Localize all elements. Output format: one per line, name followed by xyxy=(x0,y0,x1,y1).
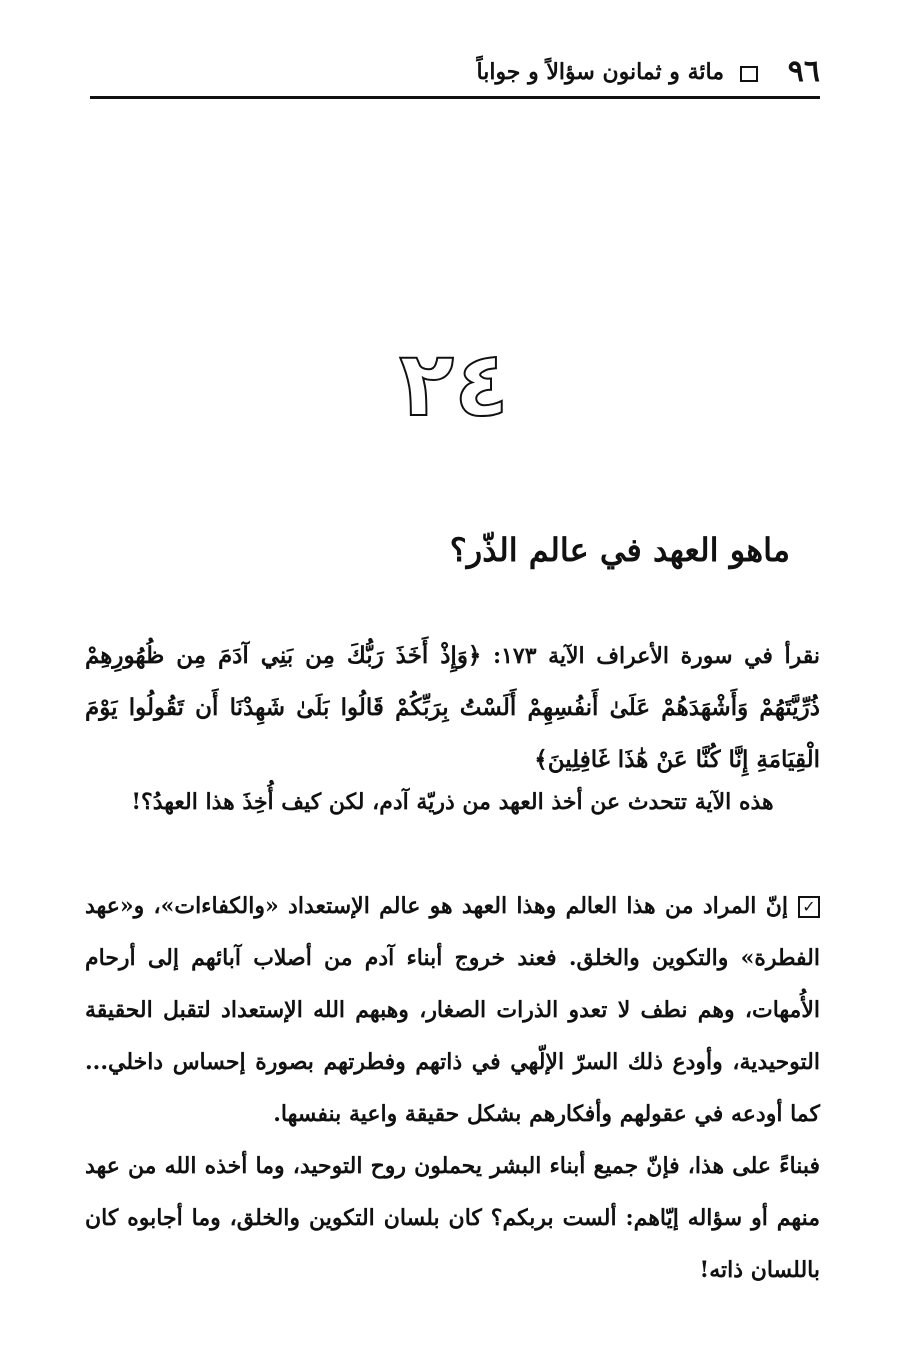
chapter-number: ٢٤ xyxy=(399,332,509,437)
answer-text: إنّ المراد من هذا العالم وهذا العهد هو عالم الإستعداد «والكفاءات»، و«عهد الفطرة» والتكوين والخلق. فعند خروج أبناء آدم من أصلاب آبائهم إلى أرحام الأُمهات، وهم نطف لا تعدو الذرات الصغار، وهبهم الله الإستعداد لتقبل الحقيقة التوحيدية، وأودع ذلك السرّ الإلّهي في ذاتهم وفطرتهم بصورة إحساس داخلي... كما أودعه في عقولهم وأفكارهم بشكل حقيقة واعية بنفسها. xyxy=(85,893,820,1127)
conclusion-text: فبناءً على هذا، فإنّ جميع أبناء البشر يحملون روح التوحيد، وما أخذه الله من عهد منهم أو سؤاله إيّاهم: ألست بربكم؟ كان بلسان التكوين والخلق، وما أجابوه كان باللسان ذاته! xyxy=(85,1153,820,1283)
square-ornament-icon xyxy=(740,66,758,82)
running-title: مائة و ثمانون سؤالاً و جواباً xyxy=(476,59,724,85)
answer-paragraph xyxy=(85,880,820,1140)
question-line: هذه الآية تتحدث عن أخذ العهد من ذريّة آدم، لكن كيف أُخِذَ هذا العهدُ؟! xyxy=(131,789,774,815)
page-number: ٩٦ xyxy=(787,54,820,89)
intro-text: نقرأ في سورة الأعراف الآية ١٧٣: xyxy=(492,643,820,669)
quran-verse: ﴿وَإِذْ أَخَذَ رَبُّكَ مِن بَنِي آدَمَ مِن ظُهُورِهِمْ ذُرِّيَّتَهُمْ وَأَشْهَدَهُمْ عَلَىٰ أَنفُسِهِمْ أَلَسْتُ بِرَبِّكُمْ قَالُوا بَلَىٰ شَهِدْنَا أَن تَقُولُوا يَوْمَ الْقِيَامَةِ إِنَّا كُنَّا عَنْ هَٰذَا غَافِلِينَ﴾ xyxy=(85,642,820,773)
checkbox-icon: ✓ xyxy=(798,896,820,918)
intro-paragraph xyxy=(85,630,820,786)
page-header xyxy=(90,52,820,96)
header-divider xyxy=(90,96,820,99)
conclusion-paragraph xyxy=(85,1140,820,1296)
question-title: ماهو العهد في عالم الذّر؟ xyxy=(449,531,790,569)
